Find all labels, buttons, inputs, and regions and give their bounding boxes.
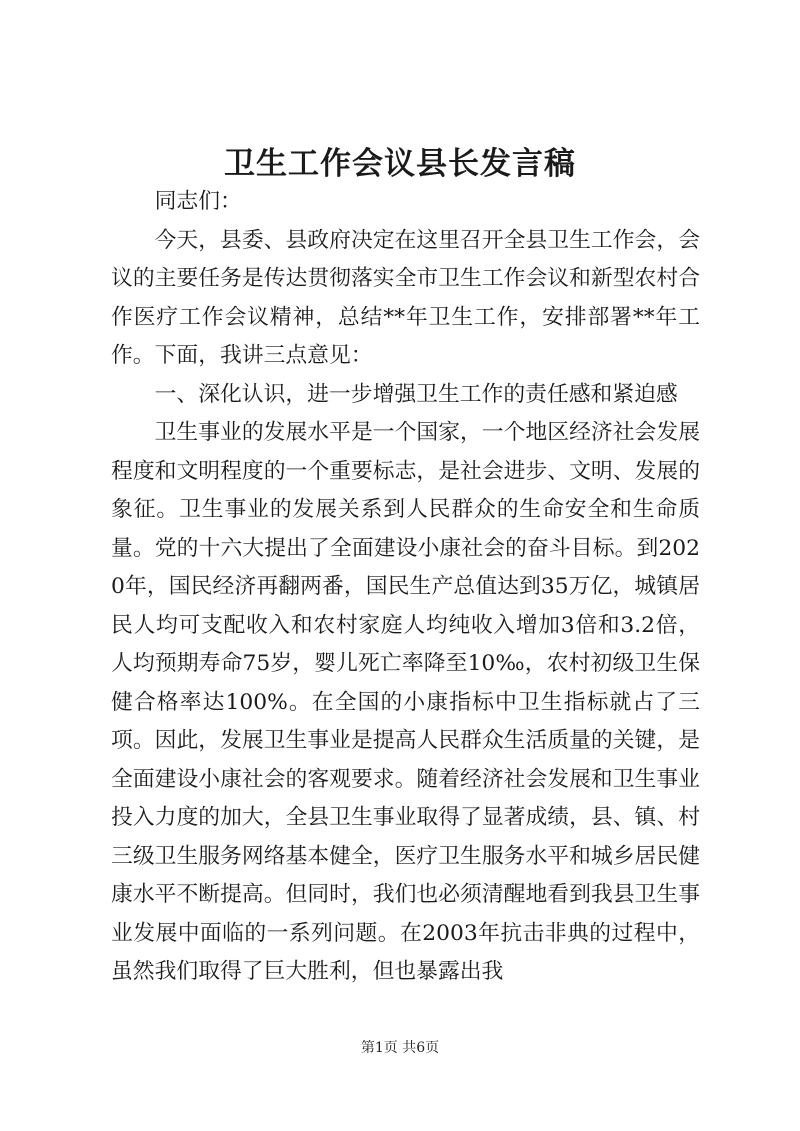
- body-paragraph: 卫生事业的发展水平是一个国家，一个地区经济社会发展程度和文明程度的一个重要标志，是社会进步、文明、发展的象征。卫生事业的发展关系到人民群众的生命安全和生命质量。党的十六大提出了全面建设小康社会的奋斗目标。到2020年，国民经济再翻两番，国民生产总值达到35万亿，城镇居民人均可支配收入和农村家庭人均纯收入增加3倍和3.2倍，人均预期寿命75岁，婴儿死亡率降至10‰，农村初级卫生保健合格率达100%。在全国的小康指标中卫生指标就占了三项。因此，发展卫生事业是提高人民群众生活质量的关键，是全面建设小康社会的客观要求。随着经济社会发展和卫生事业投入力度的加大，全县卫生事业取得了显著成绩，县、镇、村三级卫生服务网络基本健全，医疗卫生服务水平和城乡居民健康水平不断提高。但同时，我们也必须清醒地看到我县卫生事业发展中面临的一系列问题。在2003年抗击非典的过程中，虽然我们取得了巨大胜利，但也暴露出我: [111, 420, 700, 984]
- page-footer: 第1页 共6页: [360, 1040, 440, 1056]
- document-body: [111, 183, 700, 992]
- document-title: 卫生工作会议县长发言稿: [224, 146, 576, 182]
- salutation: 同志们：: [154, 189, 242, 214]
- section-heading: 一、深化认识，进一步增强卫生工作的责任感和紧迫感: [154, 381, 678, 407]
- intro-paragraph: 今天，县委、县政府决定在这里召开全县卫生工作会，会议的主要任务是传达贯彻落实全市卫生工作会议和新型农村合作医疗工作会议精神，总结**年卫生工作，安排部署**年工作。下面，我讲三点意见：: [111, 227, 700, 368]
